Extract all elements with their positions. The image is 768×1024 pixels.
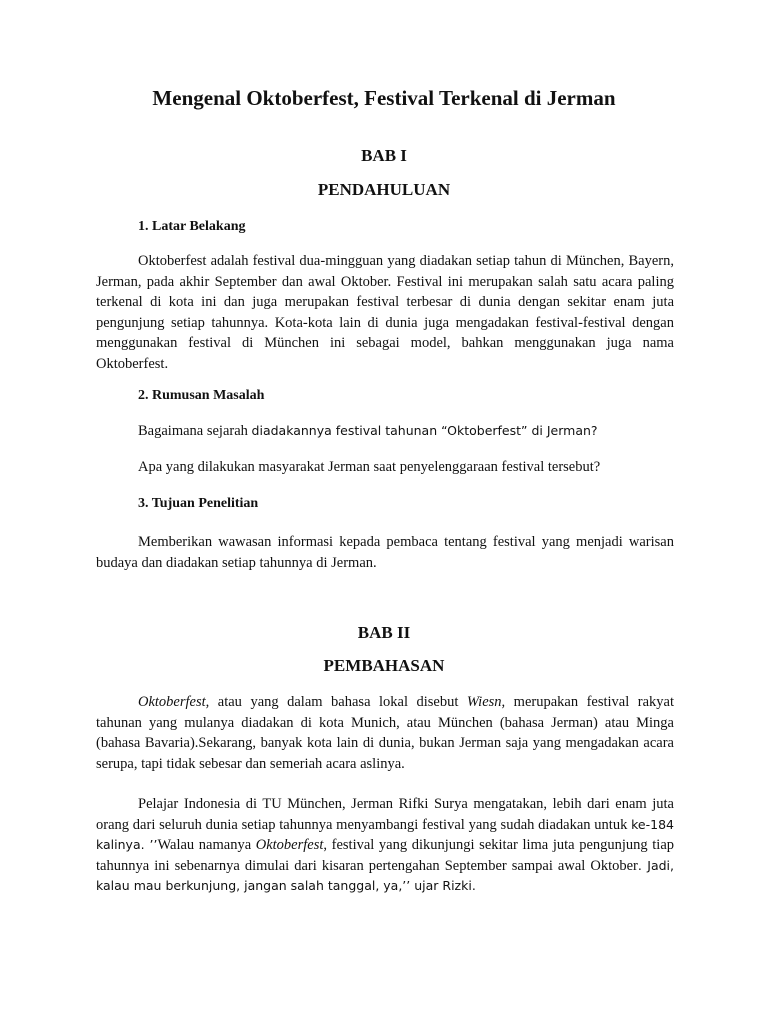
para1-text-1: atau yang dalam bahasa lokal disebut bbox=[209, 694, 467, 710]
rumusan-question-1 bbox=[138, 423, 598, 440]
tujuan-paragraph: Memberikan wawasan informasi kepada pembaca tentang festival yang menjadi warisan budaya dan diadakan setiap tahunnya di Jerman. bbox=[96, 534, 674, 571]
wiesn-italic: Wiesn, bbox=[466, 694, 506, 710]
bab1-name: PENDAHULUAN bbox=[317, 180, 451, 199]
pembahasan-paragraph-1 bbox=[96, 692, 674, 774]
rumusan-question-2: Apa yang dilakukan masyarakat Jerman saat penyelenggaraan festival tersebut? bbox=[138, 459, 601, 475]
bab2-name: PEMBAHASAN bbox=[323, 656, 445, 675]
para2-oktoberfest-italic: Oktoberfest bbox=[255, 837, 324, 854]
rumusan-q1-sans: diadakannya festival tahunan “Oktoberfest” di Jerman? bbox=[251, 423, 598, 438]
section-tujuan-penelitian-heading: 3. Tujuan Penelitian bbox=[138, 496, 259, 511]
pembahasan-paragraph-2 bbox=[96, 794, 674, 897]
oktoberfest-italic: Oktoberfest, bbox=[138, 694, 210, 710]
document-title: Mengenal Oktoberfest, Festival Terkenal di Jerman bbox=[152, 86, 616, 110]
para1-text-2: merupakan festival rakyat tahunan yang mulanya diadakan di kota Munich, atau München (bahasa Jerman) atau Minga (bahasa Bavaria).Sekarang, banyak kota lain di dunia, bukan Jerman saja yang mengadakan acara serupa, tapi tidak sebesar dan semeriah acara aslinya. bbox=[96, 694, 675, 772]
bab1-number: BAB I bbox=[361, 146, 407, 165]
rumusan-q1-start: Bagaimana sejarah bbox=[138, 423, 252, 439]
para2-text-2: Walau namanya bbox=[157, 837, 256, 854]
latar-belakang-paragraph: Oktoberfest adalah festival dua-mingguan yang diadakan setiap tahun di München, Bayern, Jerman, pada akhir September dan awal Oktober. Festival ini merupakan salah satu acara paling terkenal di kota ini dan juga merupakan festival terbesar di dunia dengan sekitar enam juta pengunjung setiap tahunnya. Kota-kota lain di dunia juga mengadakan festival-festival dengan menggunakan festival di München ini sebagai model, bahkan menggunakan juga nama Oktoberfest. bbox=[96, 253, 674, 372]
para2-text-3: , festival yang dikunjungi sekitar lima juta pengunjung tiap tahunnya ini sebenarnya dimulai dari kisaran pertengahan September sampai awal Oktober bbox=[96, 837, 675, 874]
section-latar-belakang-heading: 1. Latar Belakang bbox=[138, 219, 246, 234]
para2-text-1: Pelajar Indonesia di TU München, Jerman Rifki Surya mengatakan, lebih dari enam juta orang dari seluruh dunia setiap tahunnya menyambangi festival yang sudah diadakan untuk bbox=[96, 796, 674, 833]
para2-sans-2: . Jadi, kalau mau berkunjung, jangan salah tanggal, ya,’’ ujar Rizki. bbox=[96, 857, 674, 894]
para2-sans-1: ke-184 kalinya. ’’ bbox=[96, 816, 674, 853]
section-rumusan-masalah-heading: 2. Rumusan Masalah bbox=[138, 388, 265, 403]
bab2-number: BAB II bbox=[357, 623, 411, 642]
